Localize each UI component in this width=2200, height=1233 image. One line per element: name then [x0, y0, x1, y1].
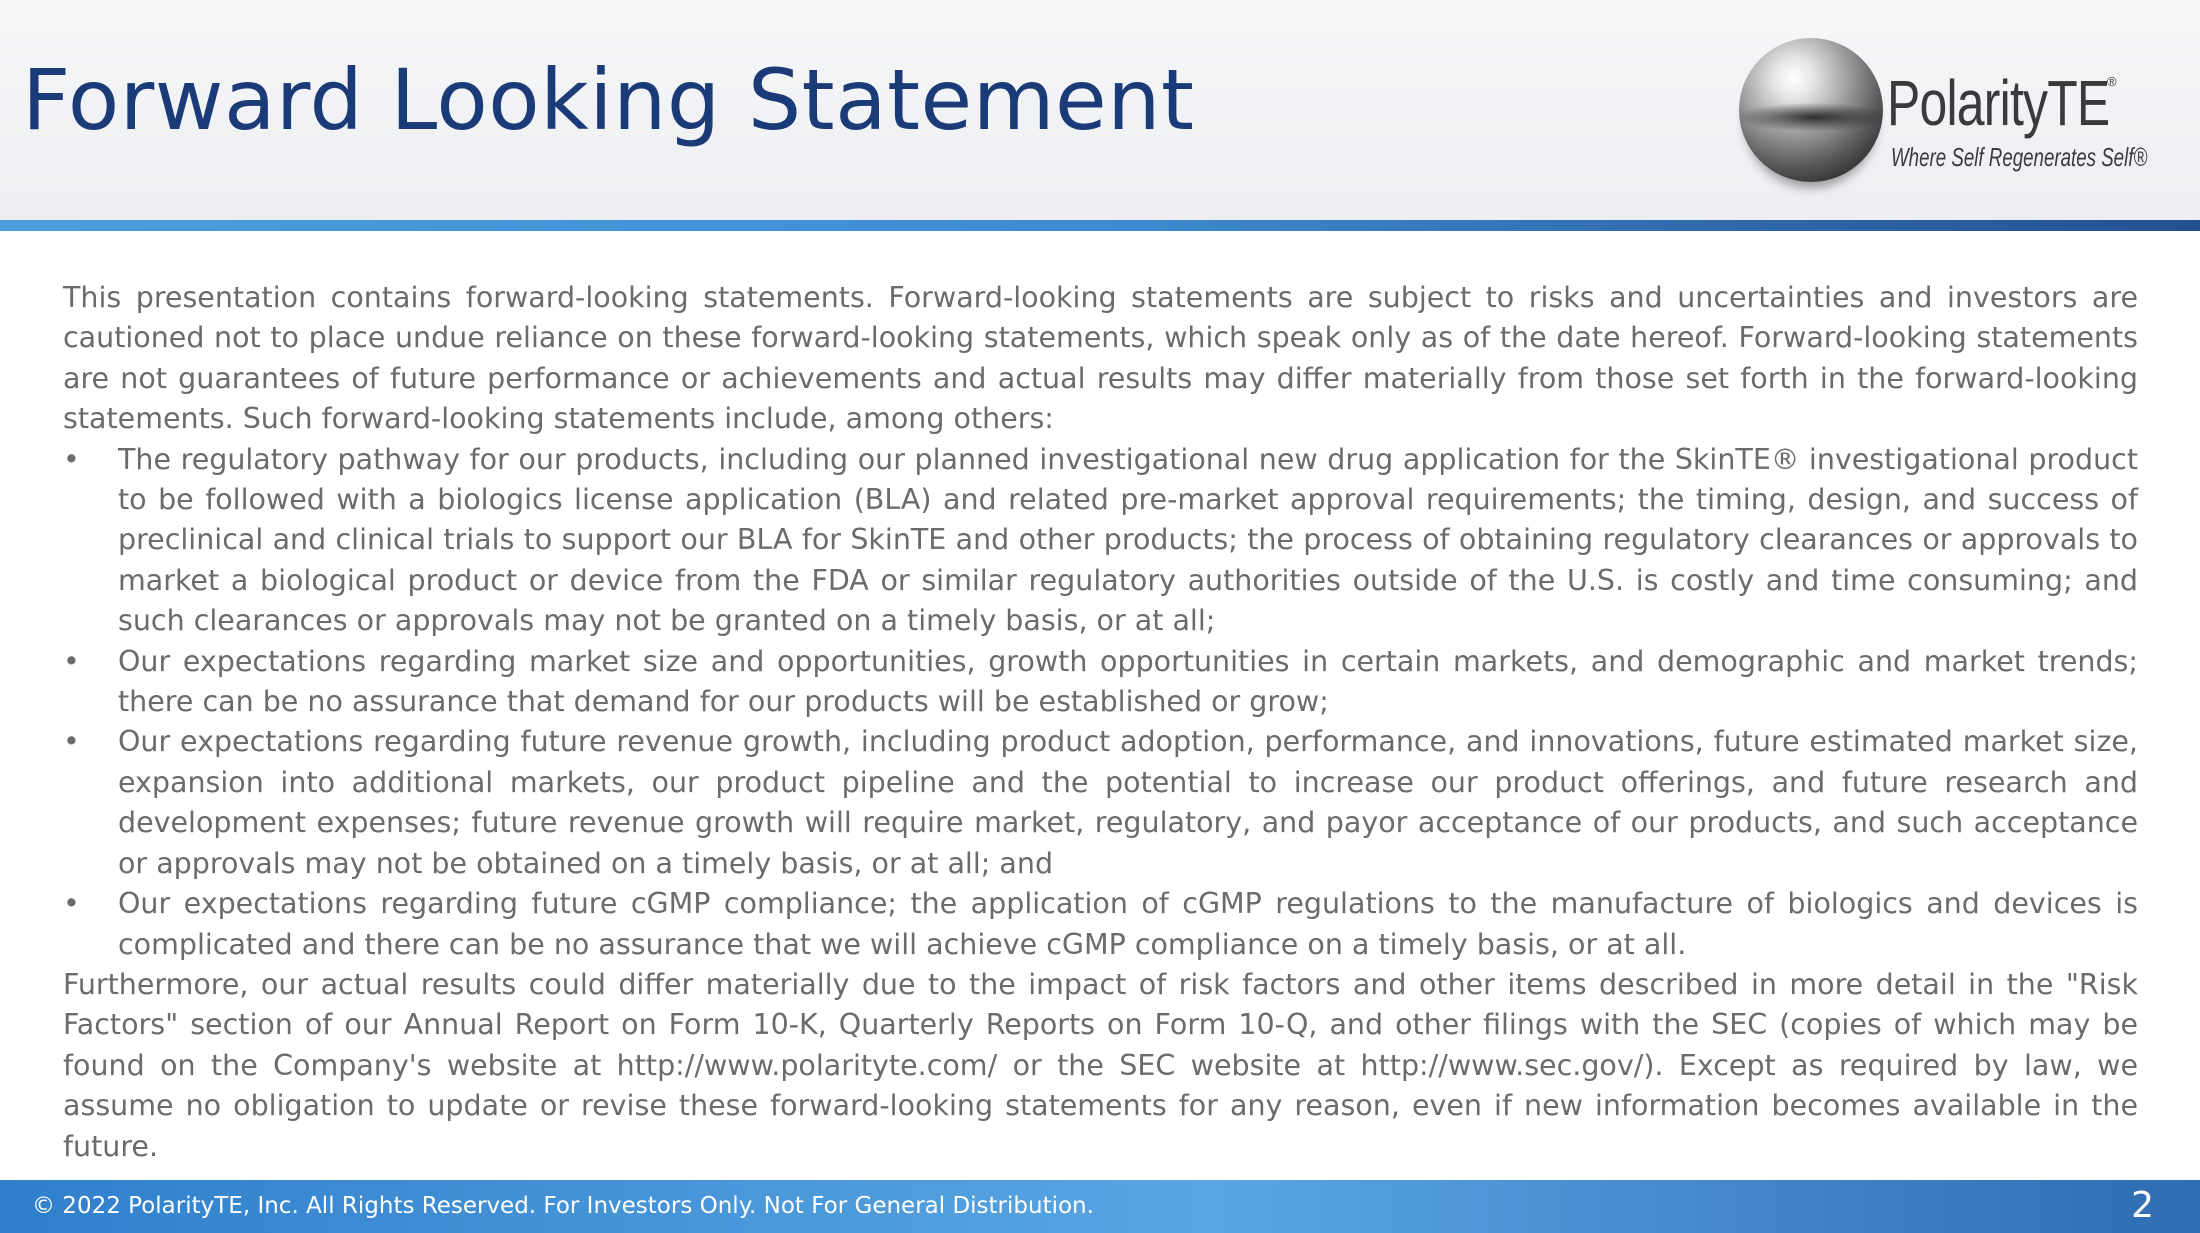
slide-footer	[0, 1180, 2200, 1233]
list-item-text: Our expectations regarding future revenue growth, including product adoption, performance, and innovations, future estimated market size, expansion into additional markets, our product pipeline and the potential to increase our product offerings, and future research and development expenses; future revenue growth will require market, regulatory, and payor acceptance of our products, and such acceptance or approvals may not be obtained on a timely basis, or at all; and	[118, 725, 2138, 880]
list-item	[63, 642, 2138, 723]
logo-tagline: Where Self Regenerates Self®	[1891, 142, 2148, 172]
logo-wordmark: PolarityTE	[1887, 67, 2110, 139]
list-item-text: Our expectations regarding market size and opportunities, growth opportunities in certain markets, and demographic and market trends; there can be no assurance that demand for our products will be established or grow;	[118, 644, 2138, 719]
list-item-text: The regulatory pathway for our products, including our planned investigational new drug application for the SkinTE® investigational product to be followed with a biologics license application (BLA) and related pre-market approval requirements; the timing, design, and success of preclinical and clinical trials to support our BLA for SkinTE and other products; the process of obtaining regulatory clearances or approvals to market a biological product or device from the FDA or similar regulatory authorities outside of the U.S. is costly and time consuming; and such clearances or approvals may not be granted on a timely basis, or at all;	[118, 442, 2138, 638]
closing-paragraph: Furthermore, our actual results could differ materially due to the impact of risk factors and other items described in more detail in the "Risk Factors" section of our Annual Report on Form 10-K, Quarterly Reports on Form 10-Q, and other filings with the SEC (copies of which may be found on the Company's website at http://www.polarityte.com/ or the SEC website at http://www.sec.gov/). Except as required by law, we assume no obligation to update or revise these forward-looking statements for any reason, even if new information becomes available in the future.	[63, 967, 2138, 1163]
slide-header	[0, 0, 2200, 220]
intro-paragraph: This presentation contains forward-looking statements. Forward-looking statements are subject to risks and uncertainties and investors are cautioned not to place undue reliance on these forward-looking statements, which speak only as of the date hereof. Forward-looking statements are not guarantees of future performance or achievements and actual results may differ materially from those set forth in the forward-looking statements. Such forward-looking statements include, among others:	[63, 281, 2138, 436]
logo-sphere-icon	[1739, 38, 1883, 182]
logo-registered-mark: ®	[2107, 74, 2117, 89]
bullet-icon: •	[63, 725, 80, 759]
bullet-icon: •	[63, 644, 80, 678]
list-item-text: Our expectations regarding future cGMP compliance; the application of cGMP regulations to the manufacture of biologics and devices is complicated and there can be no assurance that we will achieve cGMP compliance on a timely basis, or at all.	[118, 887, 2138, 961]
bullet-icon: •	[63, 887, 80, 921]
page-number: 2	[2131, 1185, 2154, 1226]
header-accent-bar	[0, 220, 2200, 231]
list-item	[63, 722, 2138, 884]
page-title: Forward Looking Statement	[22, 51, 1195, 149]
risk-list	[63, 440, 2138, 965]
statement-body	[63, 278, 2138, 1167]
list-item	[63, 440, 2138, 642]
polarityte-logo	[1725, 30, 2148, 195]
list-item	[63, 884, 2138, 965]
copyright-notice: © 2022 PolarityTE, Inc. All Rights Reserved. For Investors Only. Not For General Distribution.	[32, 1193, 1094, 1219]
bullet-icon: •	[63, 442, 80, 476]
